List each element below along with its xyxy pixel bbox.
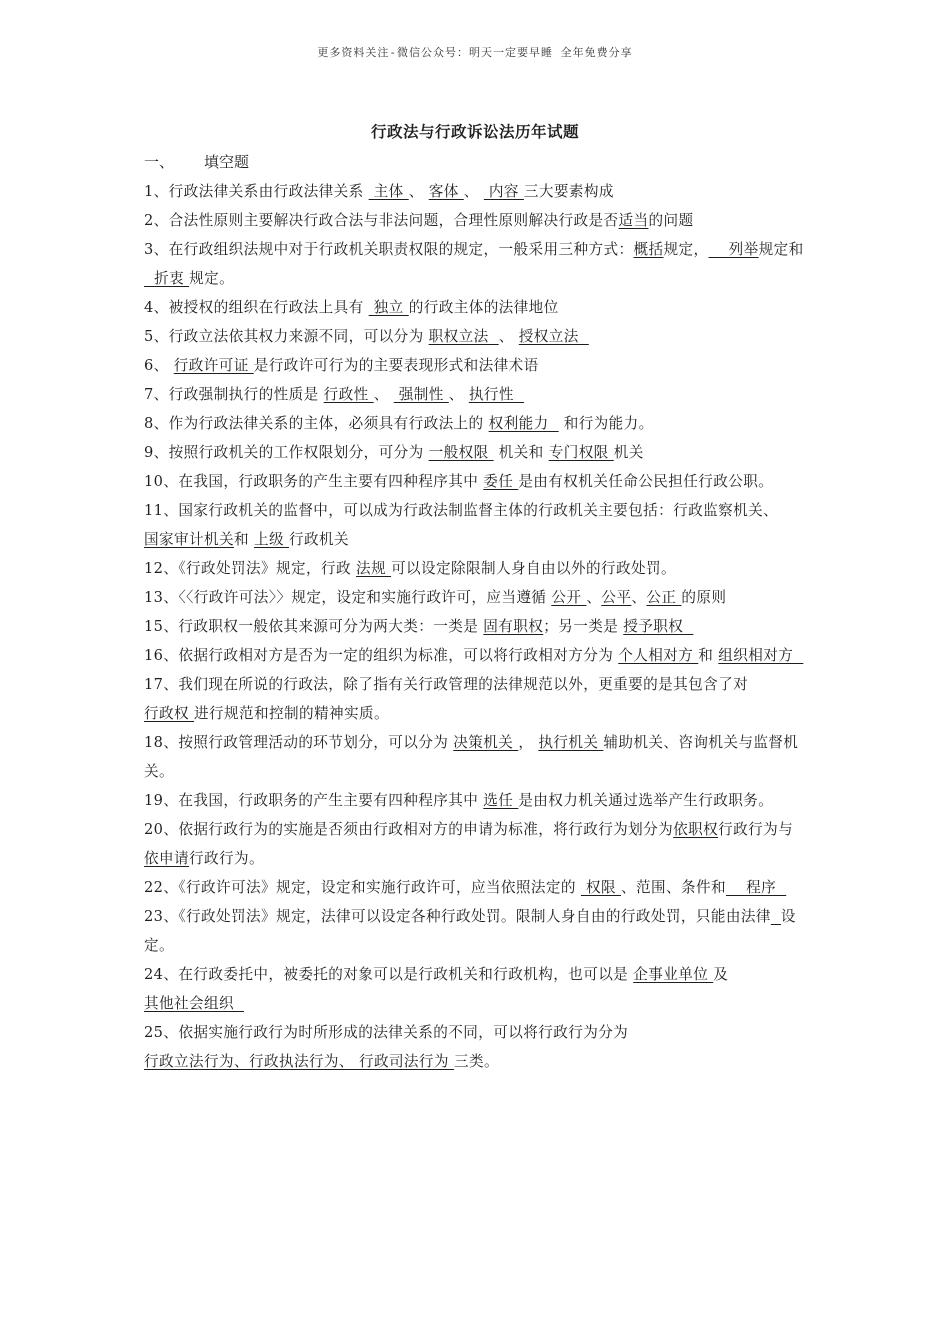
- question-text: 15、行政职权一般依其来源可分为两大类：一类是: [144, 618, 484, 635]
- answer-blank: 折衷: [144, 270, 190, 287]
- question-text: 行政行为。: [188, 850, 264, 867]
- question-text: 22、《行政许可法》规定，设定和实施行政许可，应当依照法定的: [144, 879, 581, 896]
- question-text: 、: [631, 589, 647, 606]
- question-list: [144, 177, 809, 1076]
- question-text: 机关: [613, 444, 644, 461]
- question-text: 18、按照行政管理活动的环节划分，可以分为: [144, 734, 454, 751]
- answer-blank: 独立: [368, 299, 409, 316]
- question-item: [144, 670, 809, 728]
- question-text: 三类。: [453, 1053, 499, 1070]
- answer-blank: 概括: [633, 241, 664, 258]
- answer-blank: 行政立法行为、行政执法行为、 行政司法行为: [144, 1053, 454, 1070]
- answer-blank: 公开: [551, 589, 587, 606]
- question-text: 1、行政法律关系由行政法律关系: [144, 183, 369, 200]
- question-text: 8、作为行政法律关系的主体，必须具有行政法上的: [144, 415, 489, 432]
- question-item: [144, 554, 809, 583]
- answer-blank: 权利能力: [488, 415, 559, 432]
- answer-blank: 其他社会组织: [144, 995, 245, 1012]
- question-text: 、: [463, 183, 484, 200]
- document-title: 行政法与行政诉讼法历年试题: [370, 122, 579, 141]
- question-text: 7、行政强制执行的性质是: [144, 386, 324, 403]
- question-text: 、: [586, 589, 602, 606]
- section-heading: [144, 151, 249, 172]
- question-text: 24、在行政委托中，被委托的对象可以是行政机关和行政机构，也可以是: [144, 966, 634, 983]
- question-text: 、: [448, 386, 469, 403]
- question-text: 规定。: [189, 270, 235, 287]
- question-text: 25、依据实施行政行为时所形成的法律关系的不同，可以将行政行为分为: [144, 1024, 629, 1041]
- answer-blank: 选任: [483, 792, 519, 809]
- question-item: [144, 380, 809, 409]
- question-item: [144, 1018, 809, 1076]
- answer-blank: 国家审计机关: [144, 531, 234, 548]
- answer-blank: 列举: [708, 241, 759, 258]
- question-text: 19、在我国，行政职务的产生主要有四种程序其中: [144, 792, 484, 809]
- question-text: 、: [373, 386, 394, 403]
- answer-blank: 依申请: [144, 850, 189, 867]
- question-text: ，: [518, 734, 539, 751]
- answer-blank: 法规: [356, 560, 392, 577]
- question-item: [144, 467, 809, 496]
- question-item: [144, 583, 809, 612]
- question-text: 、: [408, 183, 429, 200]
- question-text: 的问题: [648, 212, 694, 229]
- question-text: 6、: [144, 357, 174, 374]
- question-text: 13、〈〈行政许可法〉〉规定，设定和实施行政许可，应当遵循: [144, 589, 552, 606]
- question-text: 23、《行政处罚法》规定，法律可以设定各种行政处罚。限制人身自由的行政处罚，只能由法律: [144, 908, 771, 925]
- question-text: 20、依据行政行为的实施是否须由行政相对方的申请为标准，将行政行为划分为: [144, 821, 674, 838]
- answer-blank: 行政性: [323, 386, 374, 403]
- answer-blank: 权限: [580, 879, 622, 896]
- answer-blank: 个人相对方: [618, 647, 699, 664]
- answer-blank: 专门权限: [548, 444, 614, 461]
- section-number: 一、: [144, 153, 175, 171]
- answer-blank: 组织相对方: [718, 647, 804, 664]
- answer-blank: 授权立法: [518, 328, 589, 345]
- answer-blank: 职权立法: [428, 328, 499, 345]
- question-text: 是由有权机关任命公民担任行政公职。: [518, 473, 774, 490]
- question-item: [144, 438, 809, 467]
- question-text: 和: [698, 647, 719, 664]
- question-text: 和: [233, 531, 255, 548]
- answer-blank: 授予职权: [623, 618, 694, 635]
- question-text: 、范围、条件和: [621, 879, 726, 896]
- answer-blank: 客体: [428, 183, 464, 200]
- answer-blank: 企事业单位: [633, 966, 714, 983]
- question-text: 机关和: [493, 444, 549, 461]
- question-text: 17、我们现在所说的行政法，除了指有关行政管理的法律规范以外，更重要的是其包含了对: [144, 676, 749, 693]
- answer-blank: 委任: [483, 473, 519, 490]
- question-item: [144, 177, 809, 206]
- question-item: [144, 496, 809, 554]
- answer-blank: 执行性: [468, 386, 524, 403]
- question-item: [144, 960, 809, 1018]
- question-item: [144, 786, 809, 815]
- question-text: 行政机关: [289, 531, 350, 548]
- question-item: [144, 351, 809, 380]
- question-text: 是由权力机关通过选举产生行政职务。: [518, 792, 774, 809]
- question-text: 可以设定除限制人身自由以外的行政处罚。: [391, 560, 676, 577]
- answer-blank: 行政权: [144, 705, 195, 722]
- question-item: [144, 728, 809, 786]
- question-text: 12、《行政处罚法》规定，行政: [144, 560, 357, 577]
- question-text: 行政行为与: [718, 821, 794, 838]
- question-text: 、: [498, 328, 519, 345]
- answer-blank: 主体: [368, 183, 409, 200]
- question-text: 5、行政立法依其权力来源不同，可以分为: [144, 328, 429, 345]
- question-text: 4、被授权的组织在行政法上具有: [144, 299, 369, 316]
- page-header: 更多资料关注-微信公众号：明天一定要早睡 全年免费分享: [317, 46, 633, 59]
- question-text: 规定，: [663, 241, 709, 258]
- answer-blank: 一般权限: [428, 444, 494, 461]
- question-text: 的行政主体的法律地位: [408, 299, 559, 316]
- question-item: [144, 409, 809, 438]
- question-text: 是行政许可行为的主要表现形式和法律术语: [253, 357, 539, 374]
- answer-blank: 行政许可证: [173, 357, 254, 374]
- answer-blank: 上级: [254, 531, 290, 548]
- answer-blank: 固有职权: [483, 618, 544, 635]
- question-text: 3、在行政组织法规中对于行政机关职责权限的规定，一般采用三种方式：: [144, 241, 634, 258]
- question-item: [144, 902, 809, 960]
- question-item: [144, 873, 809, 902]
- question-text: 进行规范和控制的精神实质。: [194, 705, 389, 722]
- question-item: [144, 293, 809, 322]
- question-text: 10、在我国，行政职务的产生主要有四种程序其中: [144, 473, 484, 490]
- question-item: [144, 235, 809, 293]
- question-item: [144, 815, 809, 873]
- answer-blank: 依职权: [673, 821, 719, 838]
- question-text: 及: [713, 966, 729, 983]
- answer-blank: 公正: [646, 589, 682, 606]
- answer-blank: 决策机关: [453, 734, 519, 751]
- section-name: 填空题: [204, 153, 250, 171]
- question-text: 的原则: [681, 589, 727, 606]
- question-text: ；另一类是: [543, 618, 624, 635]
- answer-blank: 内容: [483, 183, 524, 200]
- question-text: 16、依据行政相对方是否为一定的组织为标准，可以将行政相对方分为: [144, 647, 619, 664]
- question-item: [144, 322, 809, 351]
- question-item: [144, 612, 809, 641]
- question-text: 9、按照行政机关的工作权限划分，可分为: [144, 444, 429, 461]
- answer-blank: [771, 908, 781, 925]
- question-text: 规定和: [758, 241, 804, 258]
- question-text: 设定。: [144, 908, 796, 954]
- answer-blank: 强制性: [393, 386, 449, 403]
- question-text: 辅助机关、咨询机关与监督机关。: [144, 734, 799, 780]
- question-item: [144, 206, 809, 235]
- question-text: 2、合法性原则主要解决行政合法与非法问题，合理性原则解决行政是否: [144, 212, 619, 229]
- answer-blank: 适当: [618, 212, 649, 229]
- question-text: 和行为能力。: [558, 415, 654, 432]
- answer-blank: 公平: [601, 589, 632, 606]
- question-item: [144, 641, 809, 670]
- question-text: 三大要素构成: [523, 183, 614, 200]
- answer-blank: 程序: [725, 879, 787, 896]
- answer-blank: 执行机关: [538, 734, 604, 751]
- question-text: 11、国家行政机关的监督中，可以成为行政法制监督主体的行政机关主要包括：行政监察机关、: [144, 502, 779, 519]
